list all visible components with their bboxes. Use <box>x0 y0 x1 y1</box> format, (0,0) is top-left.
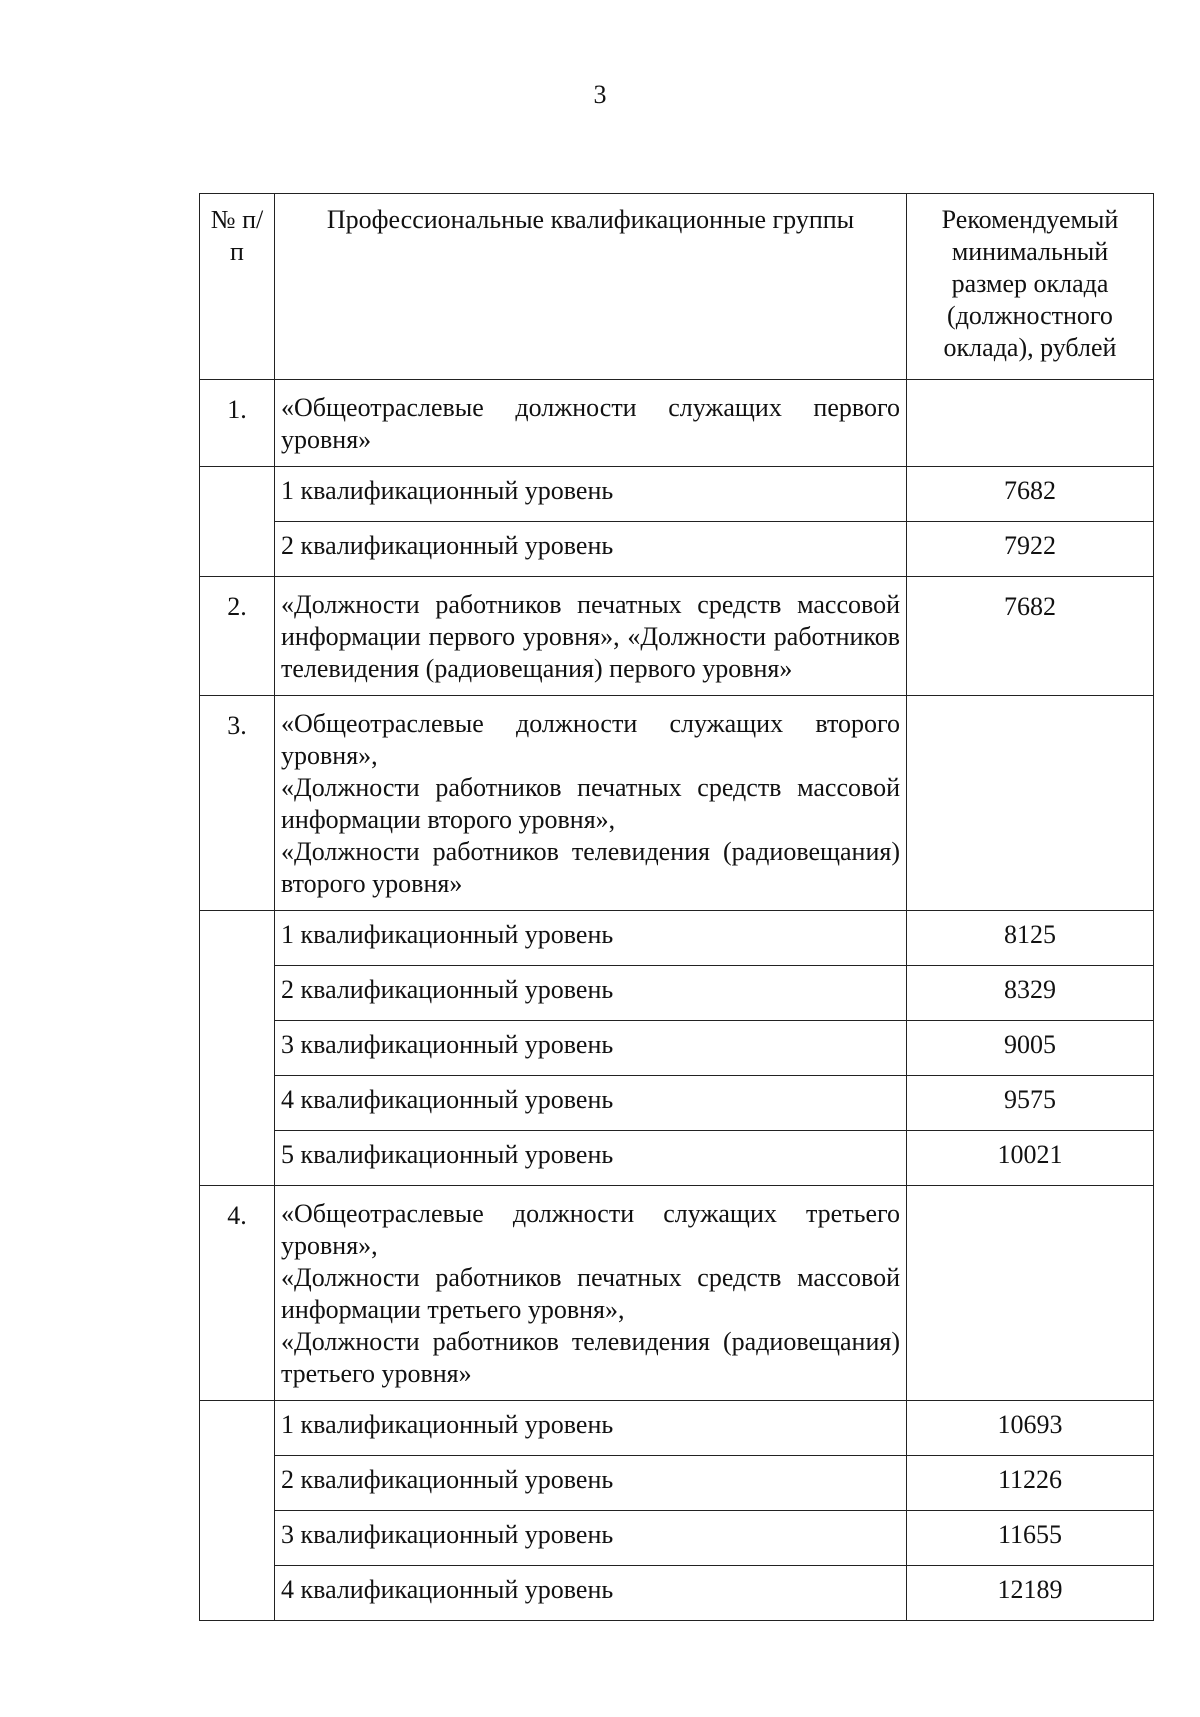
table-header-row <box>200 194 1154 380</box>
table-body <box>200 380 1154 1621</box>
row-number-empty <box>200 1021 275 1076</box>
level-name: 1 квалификационный уровень <box>275 911 907 966</box>
group-name <box>275 577 907 696</box>
row-number-empty <box>200 467 275 522</box>
salary-value: 8125 <box>907 911 1154 966</box>
header-groups: Профессиональные квалификационные группы <box>275 194 907 380</box>
level-row <box>200 1076 1154 1131</box>
group-name <box>275 696 907 911</box>
row-number-empty <box>200 522 275 577</box>
qualification-salary-table <box>199 193 1154 1621</box>
level-name: 1 квалификационный уровень <box>275 467 907 522</box>
group-row <box>200 577 1154 696</box>
row-number: 4. <box>200 1186 275 1401</box>
level-name: 2 квалификационный уровень <box>275 522 907 577</box>
level-name: 3 квалификационный уровень <box>275 1511 907 1566</box>
level-name: 5 квалификационный уровень <box>275 1131 907 1186</box>
salary-value: 7682 <box>907 577 1154 696</box>
level-row <box>200 966 1154 1021</box>
row-number-empty <box>200 1401 275 1456</box>
level-row <box>200 1511 1154 1566</box>
salary-value <box>907 696 1154 911</box>
salary-value: 7922 <box>907 522 1154 577</box>
group-name-line: «Общеотраслевые должности служащих первого уровня» <box>281 393 900 454</box>
level-row <box>200 467 1154 522</box>
group-name-line: «Должности работников печатных средств массовой информации третьего уровня», <box>281 1263 900 1324</box>
level-name: 4 квалификационный уровень <box>275 1566 907 1621</box>
row-number-empty <box>200 1131 275 1186</box>
row-number: 3. <box>200 696 275 911</box>
row-number-empty <box>200 966 275 1021</box>
level-row <box>200 1021 1154 1076</box>
salary-value: 7682 <box>907 467 1154 522</box>
salary-value: 10021 <box>907 1131 1154 1186</box>
level-row <box>200 1566 1154 1621</box>
group-row <box>200 380 1154 467</box>
row-number: 2. <box>200 577 275 696</box>
group-row <box>200 696 1154 911</box>
row-number: 1. <box>200 380 275 467</box>
salary-value <box>907 1186 1154 1401</box>
level-row <box>200 1401 1154 1456</box>
page-number <box>0 80 1200 110</box>
level-name: 2 квалификационный уровень <box>275 966 907 1021</box>
level-name: 1 квалификационный уровень <box>275 1401 907 1456</box>
salary-value: 8329 <box>907 966 1154 1021</box>
group-name-line: «Должности работников печатных средств массовой информации первого уровня», «Должности работников телевидения (радиовещания) первого уровня» <box>281 590 900 683</box>
header-salary: Рекомендуемый минимальный размер оклада (должностного оклада), рублей <box>907 194 1154 380</box>
level-row <box>200 911 1154 966</box>
salary-value: 9005 <box>907 1021 1154 1076</box>
group-name-line: «Должности работников телевидения (радиовещания) второго уровня» <box>281 837 900 898</box>
salary-value: 11226 <box>907 1456 1154 1511</box>
level-row <box>200 1131 1154 1186</box>
group-name-line: «Общеотраслевые должности служащих второго уровня», <box>281 709 900 770</box>
group-name-line: «Должности работников печатных средств массовой информации второго уровня», <box>281 773 900 834</box>
level-name: 2 квалификационный уровень <box>275 1456 907 1511</box>
row-number-empty <box>200 911 275 966</box>
level-row <box>200 1456 1154 1511</box>
group-row <box>200 1186 1154 1401</box>
level-name: 3 квалификационный уровень <box>275 1021 907 1076</box>
salary-value: 10693 <box>907 1401 1154 1456</box>
group-name-line: «Общеотраслевые должности служащих третьего уровня», <box>281 1199 900 1260</box>
level-row <box>200 522 1154 577</box>
row-number-empty <box>200 1566 275 1621</box>
salary-value: 12189 <box>907 1566 1154 1621</box>
group-name <box>275 380 907 467</box>
level-name: 4 квалификационный уровень <box>275 1076 907 1131</box>
row-number-empty <box>200 1076 275 1131</box>
row-number-empty <box>200 1456 275 1511</box>
group-name-line: «Должности работников телевидения (радиовещания) третьего уровня» <box>281 1327 900 1388</box>
header-number: № п/п <box>200 194 275 380</box>
salary-value: 11655 <box>907 1511 1154 1566</box>
salary-value <box>907 380 1154 467</box>
group-name <box>275 1186 907 1401</box>
row-number-empty <box>200 1511 275 1566</box>
salary-value: 9575 <box>907 1076 1154 1131</box>
page-number-text: 3 <box>593 80 607 109</box>
